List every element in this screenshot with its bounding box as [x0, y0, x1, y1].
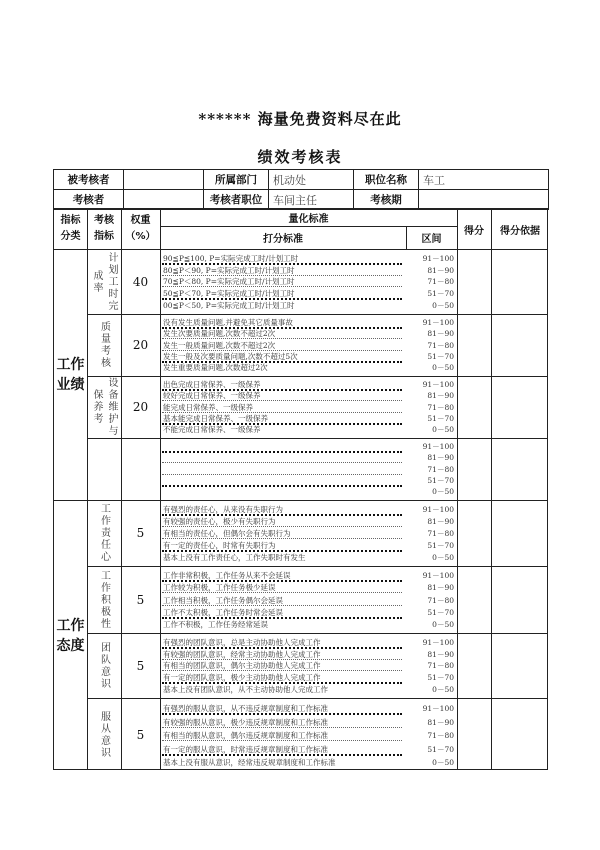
criterion-range: 0－50 — [432, 553, 454, 562]
banner-text: ****** 海量免费资料尽在此 — [198, 110, 402, 128]
indicator-weight: 20 — [132, 338, 149, 352]
criterion-row — [160, 362, 457, 373]
criterion-text: 有一定的服从意识，时常违反规章制度和工作标准 — [163, 744, 328, 754]
criterion-text: 出色完成日常保养、一级保养 — [163, 380, 261, 390]
criterion-text: 有强烈的责任心，从来没有失职行为 — [163, 505, 283, 514]
criterion-text: 70≦P＜80, P=实际完成工时/计划工时 — [163, 277, 295, 287]
criterion-text: 较好完成日常保养、一级保养 — [163, 391, 261, 401]
form-title: 绩效考核表 — [257, 148, 343, 166]
criterion-text: 没有发生质量问题,并避免其它质量事故 — [163, 318, 293, 328]
grid-line — [457, 209, 458, 769]
criterion-row — [160, 551, 457, 563]
criterion-range: 71－80 — [427, 340, 454, 350]
indicator-name: 质量考核 — [98, 321, 110, 369]
col-quant-header: 量化标准 — [288, 214, 329, 225]
indicator-name: 工作责任心 — [98, 503, 110, 563]
criterion-text: 有相当的团队意识，偶尔主动协助他人完成工作 — [163, 661, 321, 671]
criterion-row — [160, 714, 457, 727]
criterion-row — [160, 701, 457, 714]
criterion-text: 有强烈的服从意识，从不违反规章制度和工作标准 — [163, 704, 328, 714]
criterion-range: 81－90 — [427, 391, 454, 401]
criterion-range: 0－50 — [432, 619, 454, 629]
position-field[interactable]: 车工 — [419, 170, 549, 190]
indicator-weight: 5 — [136, 727, 145, 742]
criterion-range: 81－90 — [427, 517, 454, 526]
indicator-weight: 20 — [132, 400, 149, 414]
col-weight-header: 权重（%） — [125, 215, 156, 242]
criterion-range: 81－90 — [427, 453, 454, 463]
criterion-text: 发生次要质量问题,次数不超过2次 — [163, 329, 276, 339]
criterion-text: 50≦P＜70, P=实际完成工时/计划工时 — [163, 289, 295, 299]
criterion-range: 91－100 — [422, 704, 454, 714]
criterion-range: 51－70 — [427, 475, 454, 485]
criterion-text: 基本能完成日常保养、一级保养 — [163, 413, 268, 423]
indicator-name: 设备维护与保养考 — [91, 377, 117, 437]
col-score-std-header: 打分标准 — [263, 234, 303, 245]
criterion-range: 81－90 — [427, 329, 454, 339]
criterion-text: 能完成日常保养、一级保养 — [163, 402, 253, 412]
criterion-text: 90≦P≦100, P=实际完成工时/计划工时 — [163, 253, 299, 263]
criterion-range: 81－90 — [427, 717, 454, 727]
criterion-text: 有一定的责任心，时常有失职行为 — [163, 541, 276, 550]
criterion-text: 工作非常积极，工作任务从来不会延误 — [163, 571, 291, 581]
criterion-text: 不能完成日常保养、一级保养 — [163, 424, 261, 434]
criterion-text: 00≦P＜50, P=实际完成工时/计划工时 — [163, 300, 295, 310]
indicator-weight: 5 — [136, 592, 145, 607]
criterion-row — [160, 486, 457, 497]
info-label: 考核者职位 — [204, 190, 269, 210]
criterion-text: 有较强的团队意识，经常主动协助他人完成工作 — [163, 649, 321, 659]
info-label: 所属部门 — [204, 170, 269, 190]
criterion-text: 80≦P＜90, P=实际完成工时/计划工时 — [163, 265, 295, 275]
examiner-position-field[interactable]: 车间主任 — [269, 190, 354, 210]
criterion-range: 91－100 — [422, 253, 454, 263]
criterion-text: 工作不太积极，工作任务时常会延误 — [163, 607, 283, 617]
criterion-text: 工作相当积极，工作任务偶尔会延误 — [163, 595, 283, 605]
criterion-range: 81－90 — [427, 265, 454, 275]
indicator-weight — [121, 438, 160, 500]
criterion-row — [160, 728, 457, 741]
criterion-text: 有较强的责任心，极少有失职行为 — [163, 517, 276, 526]
criterion-range: 71－80 — [427, 402, 454, 412]
examinee-field[interactable] — [124, 170, 204, 190]
criterion-text: 有相当的责任心，但偶尔会有失职行为 — [163, 529, 291, 538]
department-field[interactable]: 机动处 — [269, 170, 354, 190]
criterion-text: 基本上没有服从意识，经常违反规章制度和工作标准 — [163, 757, 336, 767]
assessment-grid — [53, 208, 548, 770]
criterion-range: 51－70 — [427, 541, 454, 550]
category-performance: 工作业绩 — [56, 356, 85, 393]
criterion-text: 工作不积极，工作任务经常延误 — [163, 619, 268, 629]
criterion-range: 71－80 — [427, 661, 454, 671]
criterion-text: 基本上没有团队意识，从不主动协助他人完成工作 — [163, 684, 328, 694]
criterion-range: 0－50 — [432, 362, 454, 372]
category-attitude: 工作态度 — [56, 617, 85, 654]
criterion-range: 71－80 — [427, 277, 454, 287]
indicator-name: 团队意识 — [98, 641, 110, 690]
criterion-range: 71－80 — [427, 731, 454, 741]
info-table — [53, 169, 549, 210]
criterion-range: 91－100 — [422, 442, 454, 452]
period-field[interactable] — [419, 190, 549, 210]
info-label: 职位名称 — [354, 170, 419, 190]
criterion-range: 81－90 — [427, 649, 454, 659]
info-label: 被考核者 — [54, 170, 124, 190]
criterion-row — [160, 424, 457, 435]
criterion-range: 0－50 — [432, 300, 454, 310]
criterion-range: 91－100 — [422, 637, 454, 647]
criterion-text: 发生重要质量问题,次数超过2次 — [163, 362, 268, 372]
col-range-header: 区间 — [421, 234, 442, 245]
indicator-weight: 5 — [136, 658, 145, 673]
criterion-range: 91－100 — [422, 505, 454, 514]
criterion-range: 0－50 — [432, 486, 454, 496]
info-row-1 — [54, 170, 549, 190]
col-basis-header: 得分依据 — [500, 225, 540, 237]
indicator-name: 计划工时完成率 — [91, 251, 117, 312]
criterion-range: 71－80 — [427, 529, 454, 538]
criterion-text: 有相当的服从意识，偶尔违反规章制度和工作标准 — [163, 731, 328, 741]
indicator-weight: 5 — [136, 526, 145, 540]
criterion-row — [160, 299, 457, 311]
criterion-text: 基本上没有工作责任心，工作失职时有发生 — [163, 553, 306, 562]
criterion-range: 51－70 — [427, 744, 454, 754]
criterion-row — [160, 618, 457, 630]
indicator-name: 工作积极性 — [98, 569, 110, 630]
criterion-row — [160, 683, 457, 695]
criterion-range: 51－70 — [427, 413, 454, 423]
criterion-row — [160, 741, 457, 754]
criterion-text: 发生一般及次要质量问题,次数不超过5次 — [163, 351, 298, 361]
criterion-text: 有较强的服从意识，极少违反规章制度和工作标准 — [163, 717, 328, 727]
examiner-field[interactable] — [124, 190, 204, 210]
criterion-range: 0－50 — [432, 424, 454, 434]
criterion-range: 91－100 — [422, 318, 454, 328]
criterion-range: 51－70 — [427, 289, 454, 299]
criterion-range: 51－70 — [427, 351, 454, 361]
grid-line — [491, 209, 492, 769]
info-row-2 — [54, 190, 549, 210]
indicator-name — [87, 438, 121, 500]
criterion-range: 51－70 — [427, 673, 454, 683]
info-label: 考核期 — [354, 190, 419, 210]
criterion-range: 81－90 — [427, 583, 454, 593]
criterion-range: 91－100 — [422, 380, 454, 390]
col-category-header: 指标分类 — [60, 215, 81, 242]
criterion-range: 0－50 — [432, 757, 454, 767]
col-indicator-header: 考核指标 — [94, 215, 114, 242]
criterion-range: 71－80 — [427, 464, 454, 474]
criterion-text: 有强烈的团队意识，总是主动协助他人完成工作 — [163, 637, 321, 647]
indicator-weight: 40 — [132, 274, 149, 289]
criterion-range: 91－100 — [422, 571, 454, 581]
criterion-row — [160, 755, 457, 768]
criterion-range: 0－50 — [432, 684, 454, 694]
criterion-range: 51－70 — [427, 607, 454, 617]
criterion-text: 有一定的团队意识，极少主动协助他人完成工作 — [163, 673, 321, 683]
col-score-header: 得分 — [464, 225, 484, 237]
info-label: 考核者 — [54, 190, 124, 210]
indicator-name: 服从意识 — [98, 710, 110, 759]
criterion-range: 71－80 — [427, 595, 454, 605]
criterion-text: 发生一般质量问题,次数不超过2次 — [163, 340, 276, 350]
criterion-text: 工作较为积极，工作任务极少延误 — [163, 583, 276, 593]
